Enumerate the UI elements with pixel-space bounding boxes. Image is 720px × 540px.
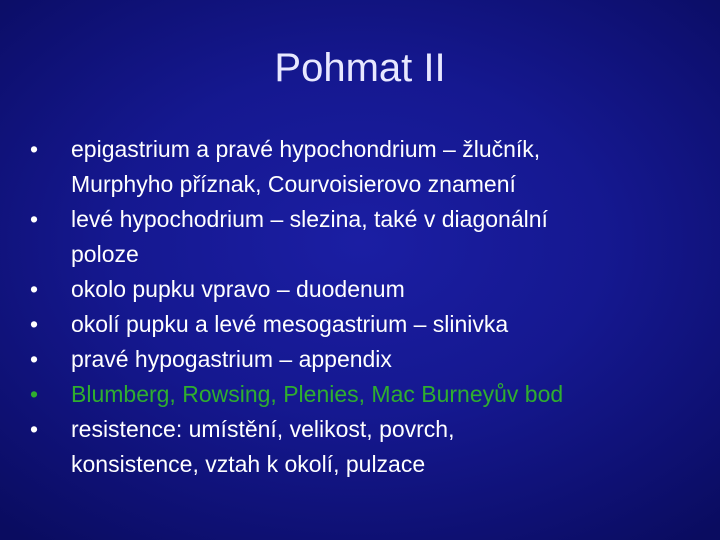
bullet-item	[30, 202, 710, 272]
bullet-marker: •	[30, 416, 39, 442]
bullet-marker: •	[30, 276, 39, 302]
bullet-text-line: epigastrium a pravé hypochondrium – žlučník,	[71, 136, 541, 162]
slide-title: Pohmat II	[274, 46, 446, 90]
bullet-marker: •	[30, 206, 39, 232]
bullet-marker: •	[30, 346, 39, 372]
bullet-text-line: resistence: umístění, velikost, povrch,	[71, 416, 455, 442]
bullet-item	[30, 377, 710, 412]
bullet-item	[30, 272, 710, 307]
bullet-marker: •	[30, 136, 39, 162]
bullet-text-line: konsistence, vztah k okolí, pulzace	[71, 451, 426, 477]
bullet-item	[30, 412, 710, 482]
bullet-marker: •	[30, 311, 39, 337]
bullet-marker: •	[30, 381, 39, 407]
bullet-item	[30, 342, 710, 377]
bullet-text-line: levé hypochodrium – slezina, také v diagonální	[71, 206, 548, 232]
bullet-text-line: poloze	[71, 241, 139, 267]
bullet-list	[30, 132, 710, 482]
bullet-text-line: okolí pupku a levé mesogastrium – slinivka	[71, 311, 509, 337]
bullet-text-line: okolo pupku vpravo – duodenum	[71, 276, 405, 302]
bullet-item	[30, 132, 710, 202]
bullet-item	[30, 307, 710, 342]
bullet-text-line: Blumberg, Rowsing, Plenies, Mac Burneyův bod	[71, 381, 564, 407]
bullet-text-line: pravé hypogastrium – appendix	[71, 346, 392, 372]
bullet-text-line: Murphyho příznak, Courvoisierovo znamení	[71, 171, 516, 197]
